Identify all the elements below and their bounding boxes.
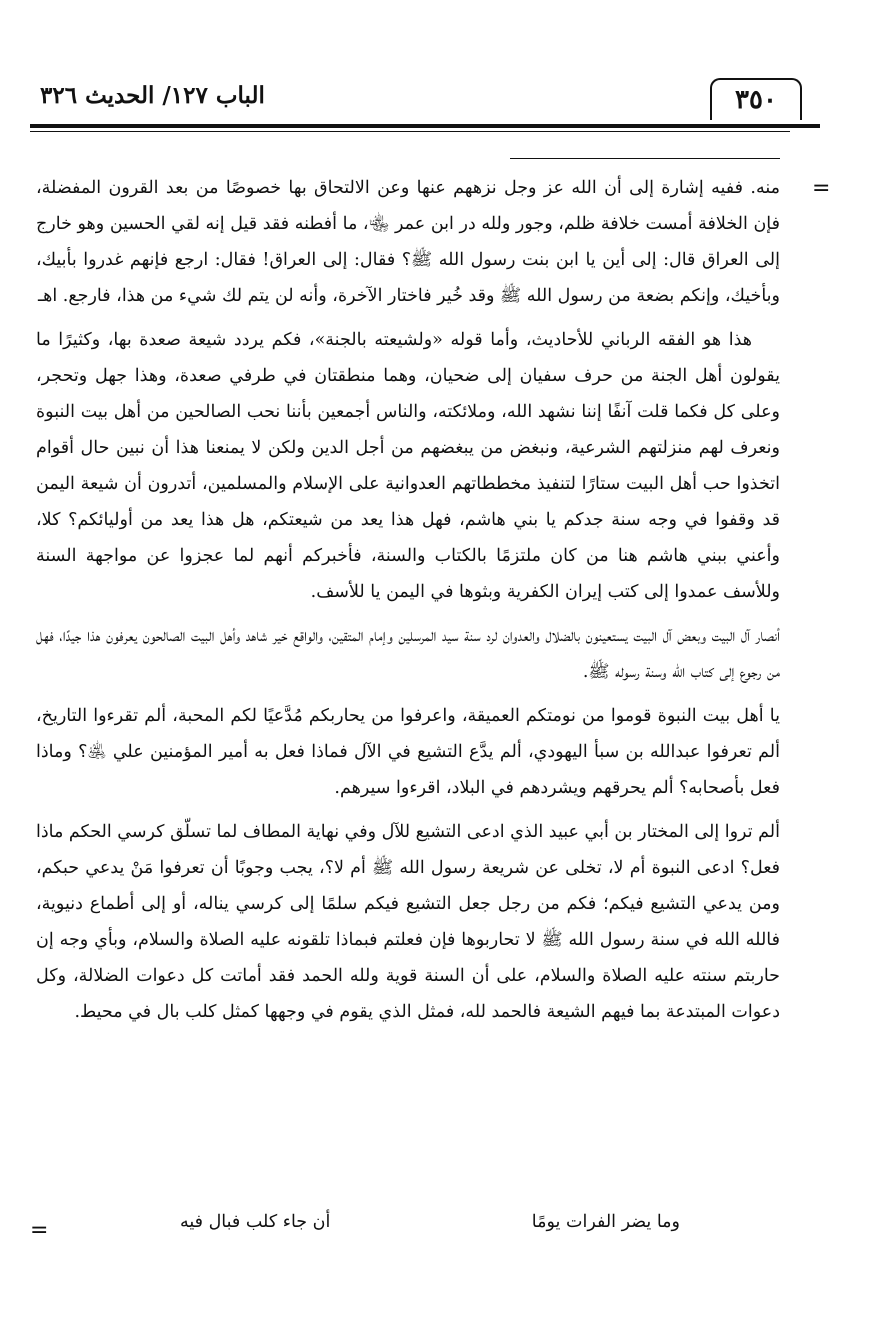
page-body (36, 170, 780, 1038)
header-rule-thin (30, 131, 790, 132)
running-title: الباب ١٢٧/ الحديث ٣٢٦ (40, 82, 265, 109)
continuation-mark-top: = (812, 176, 831, 201)
paragraph-1: منه. ففيه إشارة إلى أن الله عز وجل نزههم عنها وعن الالتحاق بها خصوصًا من بعد القرون المفضلة، فإن الخلافة أمست خلافة ظلم، وجور ولله در ابن عمر ﵄، ما أفطنه فقد قيل إنه لقي الحسين وهو خارج إلى العراق قال: إلى أين يا ابن بنت رسول الله ﷺ؟ فقال: إلى العراق! فقال: ارجع فإنهم غدروا بأبيك، وبأخيك، وإنكم بضعة من رسول الله ﷺ وقد خُير فاختار الآخرة، وأنه لن يتم لك شيء من هذا، فارجع. اهـ (36, 178, 780, 306)
paragraph-3: أنصار آل البيت وبعض آل البيت يستعينون بالضلال والعدوان لرد سنة سيد المرسلين وإمام المتقين، والواقع خير شاهد وأهل البيت الصالحون يعرفون هذا جيدًا، فهل من رجوع إلى كتاب الله وسنة رسوله ﷺ. (36, 626, 780, 682)
paragraph-2: هذا هو الفقه الرباني للأحاديث، وأما قوله «ولشيعته بالجنة»، فكم يردد شيعة صعدة بها، وكثيرًا ما يقولون أهل الجنة من حرف سفيان إلى ضحيان، وهما منطقتان في طرفي صعدة، وهذا جهل وتحجر، وعلى كل فكما قلت آنفًا إننا نشهد الله، وملائكته، والناس أجمعين بأننا نحب الصالحين من أهل بيت النبوة ونعرف لهم منزلتهم الشرعية، ونبغض من يبغضهم من أجل الدين ولكن لا يمنعنا هذا أن نبين حال أقوام اتخذوا حب أهل البيت ستارًا لتنفيذ مخططاتهم العدوانية على الإسلام والمسلمين، أتدرون أن شيعة اليمن قد وقفوا في وجه سنة جدكم يا بني هاشم، فهل هذا يعد من شيعتكم، هل هذا يعد من أوليائكم؟ كلا، وأعني ببني هاشم هنا من كان ملتزمًا بالكتاب والسنة، فأخبركم أنهم لما عجزوا عن مواجهة السنة وللأسف عمدوا إلى كتب إيران الكفرية وبثوها في اليمن يا للأسف. (36, 330, 780, 602)
continuation-mark-bottom: = (30, 1218, 49, 1243)
page-number: ٣٥٠ (710, 78, 802, 120)
paragraph-5: ألم تروا إلى المختار بن أبي عبيد الذي ادعى التشيع للآل وفي نهاية المطاف لما تسلّق كرسي الحكم ماذا فعل؟ ادعى النبوة أم لا، تخلى عن شريعة رسول الله ﷺ أم لا؟، يجب وجوبًا أن تعرفوا مَنْ يدعي حبكم، ومن يدعي التشيع فيكم؛ فكم من رجل جعل التشيع فيكم سلمًا إلى كرسي يناله، أو إلى أطماع دنيوية، فالله الله في سنة رسول الله ﷺ لا تحاربوها فإن فعلتم فبماذا تلقونه عليه الصلاة والسلام، وبأي وجه إن حاربتم سنته عليه الصلاة والسلام، على أن السنة قوية ولله الحمد فقد أماتت كل دعوات الضلالة، وكل دعوات المبتدعة بما فيهم الشيعة فالحمد لله، فمثل الذي يقوم في وجهها كمثل كلب بال في محيط. (35, 822, 780, 1022)
page-header (30, 78, 820, 124)
footnote-continuation-rule (510, 158, 780, 159)
paragraph-4: يا أهل بيت النبوة قوموا من نومتكم العميقة، واعرفوا من يحاربكم مُدَّعيًا لكم المحبة، ألم تقرءوا التاريخ، ألم تعرفوا عبدالله بن سبأ اليهودي، ألم يدَّع التشيع في الآل فماذا فعل به أمير المؤمنين علي ﵁؟ وماذا فعل بأصحابه؟ ألم يحرقهم ويشردهم في البلاد، اقرءوا سيرهم. (36, 706, 780, 798)
verse-first-hemistich: وما يضر الفرات يومًا (531, 1212, 680, 1232)
header-rule-thick (30, 124, 820, 128)
poetry-verse (150, 1212, 710, 1248)
verse-second-hemistich: أن جاء كلب فبال فيه (180, 1212, 331, 1232)
